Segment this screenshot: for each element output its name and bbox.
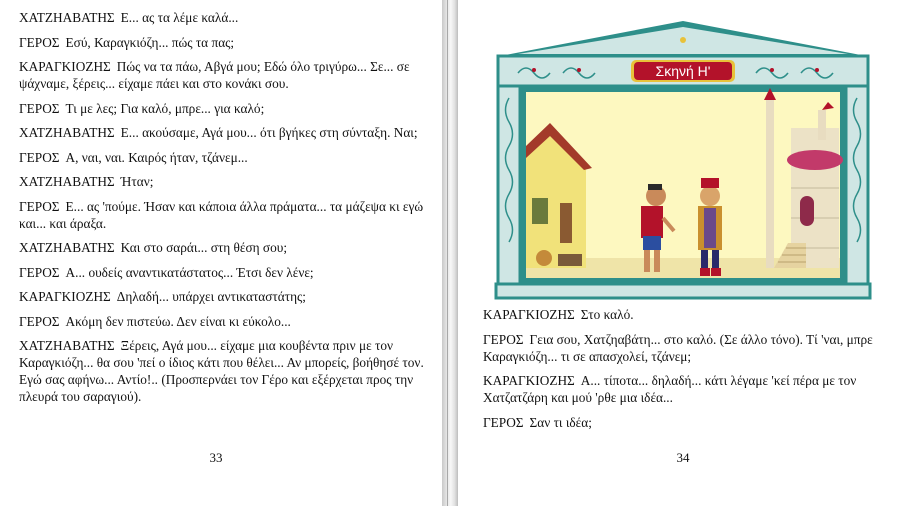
dialogue-text: Ήταν;: [120, 174, 154, 189]
left-page-dialogue: [19, 9, 424, 413]
stage-column-right: [846, 86, 868, 284]
left-page: [0, 0, 442, 506]
dialogue-text: Ε... ακούσαμε, Αγά μου... ότι βγήκες στη σύνταξη. Ναι;: [120, 125, 418, 140]
speaker-name: ΓΕΡΟΣ: [19, 264, 60, 280]
speaker-name: ΓΕΡΟΣ: [19, 149, 60, 165]
dialogue-text: Εσύ, Καραγκιόζη... πώς τα πας;: [65, 34, 235, 50]
speaker-name: ΓΕΡΟΣ: [19, 198, 60, 214]
speaker-name: ΧΑΤΖΗΑΒΑΤΗΣ: [19, 240, 115, 255]
dialogue-line: [483, 414, 888, 431]
dialogue-line: [19, 337, 424, 405]
page-number-left: 33: [209, 450, 223, 465]
speaker-name: ΚΑΡΑΓΚΙΟΖΗΣ: [483, 307, 575, 322]
karagiozis-stage-illustration: [488, 18, 878, 303]
dialogue-text: Στο καλό.: [580, 307, 634, 322]
right-page-dialogue: [483, 306, 888, 438]
dialogue-text: Α... τίποτα... δηλαδή... κάτι λέγαμε 'κεί πέρα με τον Χατζατζάρη και μού 'ρθε μια ιδέα...: [483, 373, 857, 405]
book-gutter: [442, 0, 458, 506]
dialogue-text: Πώς να τα πάω, Αβγά μου; Εδώ όλο τριγύρω... Σε... σε ψάχναμε, ξέρεις... είχαμε πάει και στο κονάκι σου.: [19, 59, 410, 91]
dialogue-text: Ε... ας 'πούμε. Ήσαν και κάποια άλλα πράματα... τα μάζεψα κι εγώ και... και άραξα.: [19, 198, 424, 231]
dialogue-line: [19, 239, 424, 256]
dialogue-line: [19, 124, 424, 141]
dialogue-line: [483, 306, 888, 323]
stage-column-left: [498, 86, 520, 284]
dialogue-line: [19, 313, 424, 330]
dialogue-line: [483, 372, 888, 406]
dialogue-text: Γεια σου, Χατζηαβάτη... στο καλό. (Σε άλλο τόνο). Τί 'ναι, μπρε Καραγκιόζη... τι σε απασχολεί, τζάνεμ;: [483, 331, 873, 364]
dialogue-line: [19, 149, 424, 166]
speaker-name: ΚΑΡΑΓΚΙΟΖΗΣ: [19, 59, 111, 74]
dialogue-line: [19, 9, 424, 26]
dialogue-text: Ξέρεις, Αγά μου... είχαμε μια κουβέντα πριν με τον Καραγκιόζη... θα σου 'πεί ο ίδιος κάτι που θέλει... Αν μπορείς, βοήθησέ τον. Εγώ σας αφήνω... Αντίο!.. (Προσπερνάει τον Γέρο και εξέρχεται προς την πλευρά του σαραγιού).: [19, 338, 424, 404]
dialogue-line: [19, 58, 424, 92]
dialogue-line: [19, 288, 424, 305]
speaker-name: ΧΑΤΖΗΑΒΑΤΗΣ: [19, 174, 115, 189]
speaker-name: ΧΑΤΖΗΑΒΑΤΗΣ: [19, 125, 115, 140]
dialogue-text: Σαν τι ιδέα;: [529, 414, 592, 430]
speaker-name: ΓΕΡΟΣ: [483, 331, 524, 347]
speaker-name: ΧΑΤΖΗΑΒΑΤΗΣ: [19, 10, 115, 25]
dialogue-text: Α, ναι, ναι. Καιρός ήταν, τζάνεμ...: [65, 149, 248, 165]
speaker-name: ΓΕΡΟΣ: [19, 100, 60, 116]
dialogue-line: [19, 173, 424, 190]
dialogue-line: [19, 198, 424, 232]
scene-title: Σκηνή Η': [655, 63, 711, 79]
dialogue-text: Α... ουδείς αναντικατάστατος... Έτσι δεν λένε;: [65, 264, 314, 280]
speaker-name: ΧΑΤΖΗΑΒΑΤΗΣ: [19, 338, 115, 353]
dialogue-text: Και στο σαράι... στη θέση σου;: [120, 240, 288, 255]
dialogue-text: Ε... ας τα λέμε καλά...: [120, 10, 239, 25]
dialogue-text: Ακόμη δεν πιστεύω. Δεν είναι κι εύκολο...: [65, 313, 291, 329]
speaker-name: ΓΕΡΟΣ: [19, 34, 60, 50]
dialogue-line: [483, 331, 888, 365]
page-number-right: 34: [676, 450, 690, 465]
dialogue-line: [19, 264, 424, 281]
speaker-name: ΓΕΡΟΣ: [19, 313, 60, 329]
stage-base: [496, 284, 870, 298]
speaker-name: ΚΑΡΑΓΚΙΟΖΗΣ: [483, 373, 575, 388]
dialogue-line: [19, 34, 424, 51]
dialogue-text: Τι με λες; Για καλό, μπρε... για καλό;: [65, 100, 265, 116]
speaker-name: ΓΕΡΟΣ: [483, 414, 524, 430]
speaker-name: ΚΑΡΑΓΚΙΟΖΗΣ: [19, 289, 111, 304]
dialogue-line: [19, 100, 424, 117]
dialogue-text: Δηλαδή... υπάρχει αντικαταστάτης;: [116, 289, 306, 304]
right-page: [458, 0, 901, 506]
